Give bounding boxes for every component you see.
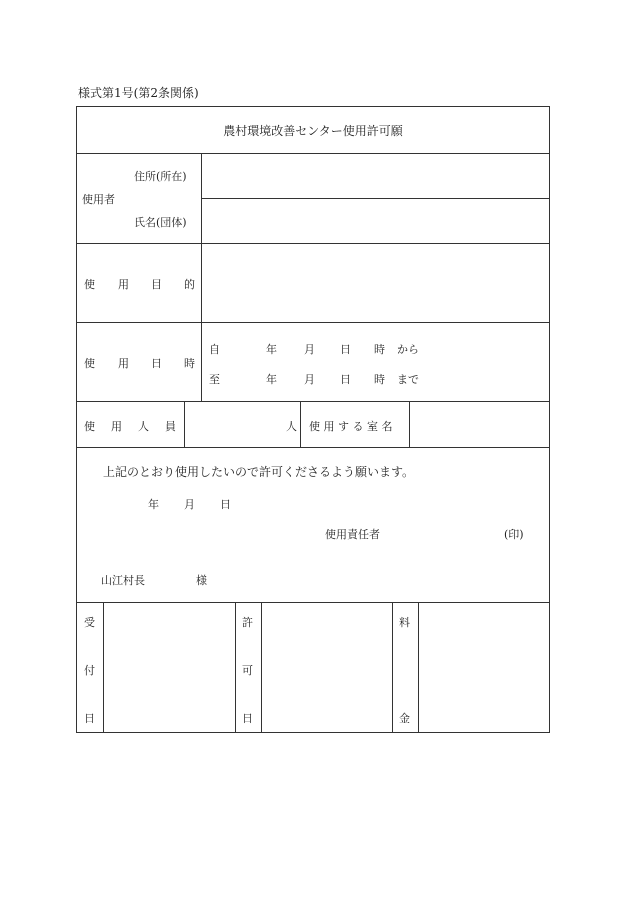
bottom-divider-3 — [261, 602, 262, 733]
from-month: 月 — [304, 343, 315, 356]
permit-label-3: 日 — [242, 712, 253, 725]
to-prefix: 至 — [209, 373, 220, 386]
purpose-label-2: 用 — [118, 278, 129, 291]
request-month: 月 — [184, 498, 195, 511]
from-suffix: から — [397, 343, 419, 356]
request-day: 日 — [220, 498, 231, 511]
dates-label-2: 用 — [118, 357, 129, 370]
request-statement: 上記のとおり使用したいので許可くださるよう願います。 — [103, 465, 415, 479]
row-divider-dates — [76, 401, 550, 402]
dates-label-1: 使 — [84, 357, 95, 370]
row-divider-people — [76, 447, 550, 448]
bottom-divider-4 — [392, 602, 393, 733]
dates-label-3: 日 — [151, 357, 162, 370]
honorific: 様 — [196, 574, 207, 587]
address-label: 住所(所在) — [134, 170, 187, 183]
to-day: 日 — [340, 373, 351, 386]
label-column-divider — [201, 153, 202, 402]
received-label-3: 日 — [84, 712, 95, 725]
row-divider-purpose — [76, 322, 550, 323]
row-divider-title — [76, 153, 550, 154]
purpose-label-1: 使 — [84, 278, 95, 291]
row-divider-applicant-mid — [201, 198, 550, 199]
name-label: 氏名(団体) — [134, 216, 187, 229]
purpose-label-3: 目 — [151, 278, 162, 291]
to-month: 月 — [304, 373, 315, 386]
bottom-divider-1 — [103, 602, 104, 733]
from-hour: 時 — [374, 343, 385, 356]
to-year: 年 — [266, 373, 277, 386]
from-year: 年 — [266, 343, 277, 356]
people-label-4: 員 — [165, 420, 176, 433]
request-year: 年 — [148, 498, 159, 511]
permit-label-1: 許 — [242, 616, 253, 629]
received-label-2: 付 — [84, 664, 95, 677]
row-divider-request — [76, 602, 550, 603]
form-number: 様式第1号(第2条関係) — [78, 86, 199, 100]
seal-mark: (印) — [504, 528, 524, 541]
to-hour: 時 — [374, 373, 385, 386]
people-label-divider — [184, 401, 185, 447]
received-label-1: 受 — [84, 616, 95, 629]
from-prefix: 自 — [209, 343, 220, 356]
fee-label-2: 金 — [399, 712, 410, 725]
people-count-divider — [300, 401, 301, 447]
form-title: 農村環境改善センター使用許可願 — [223, 124, 403, 138]
to-suffix: まで — [397, 373, 419, 386]
room-label: 使 用 す る 室 名 — [309, 420, 393, 433]
bottom-divider-2 — [235, 602, 236, 733]
room-label-divider — [409, 401, 410, 447]
row-divider-applicant — [76, 243, 550, 244]
responsible-label: 使用責任者 — [325, 528, 380, 541]
fee-label-1: 料 — [399, 616, 410, 629]
dates-label-4: 時 — [184, 357, 195, 370]
people-label-3: 人 — [138, 420, 149, 433]
permit-label-2: 可 — [242, 664, 253, 677]
applicant-label: 使用者 — [82, 193, 115, 206]
people-label-2: 用 — [111, 420, 122, 433]
from-day: 日 — [340, 343, 351, 356]
purpose-label-4: 的 — [184, 278, 195, 291]
addressee: 山江村長 — [101, 574, 145, 587]
people-label-1: 使 — [84, 420, 95, 433]
bottom-divider-5 — [418, 602, 419, 733]
people-unit: 人 — [286, 420, 297, 433]
